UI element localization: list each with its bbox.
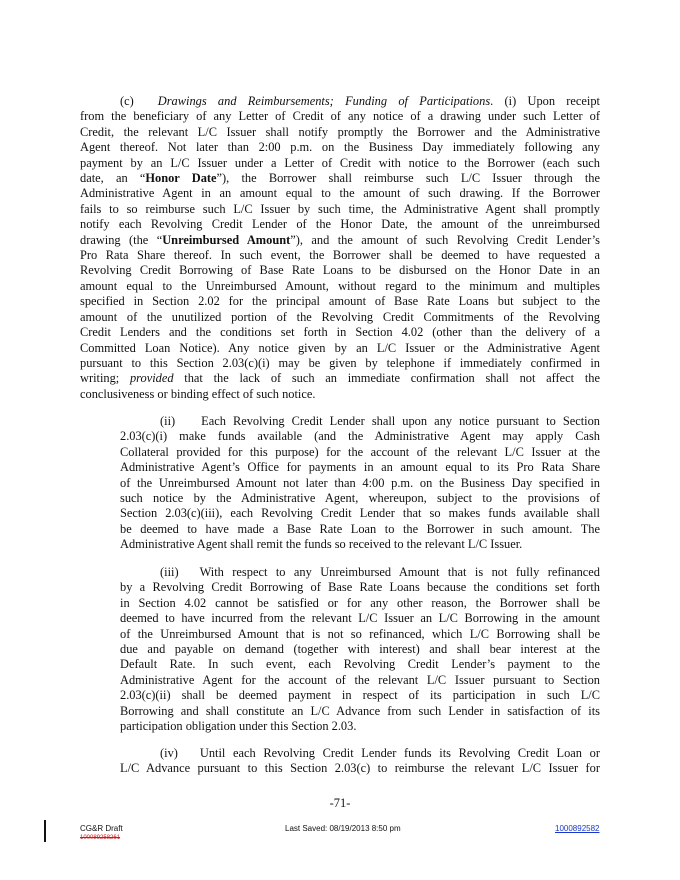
text-line: Credit Lenders and the conditions set forth in Section 4.02 (other than the delivery of a [80, 325, 600, 340]
text-line: Pro Rata Share thereof. In such event, the Borrower shall be deemed to have requested a [80, 248, 600, 263]
text-line: writing; provided that the lack of such an immediate confirmation shall not affect the [80, 371, 600, 386]
footer-deleted-doc-number: 100089258261 [80, 835, 121, 841]
revision-change-bar [44, 820, 46, 842]
text-line: (ii) Each Revolving Credit Lender shall upon any notice pursuant to Section [160, 414, 600, 428]
text-line: fails to so reimburse such L/C Issuer by such time, the Administrative Agent shall promptly [80, 201, 600, 216]
text-line: notify each Revolving Credit Lender of the Honor Date, the amount of the unreimbursed [80, 217, 600, 232]
text-line: Default Rate. In such event, each Revolving Credit Lender’s payment to the [120, 657, 600, 672]
text-line: Credit, the relevant L/C Issuer shall notify promptly the Borrower and the Administrative [80, 124, 600, 139]
footer-draft-label: CG&R Draft [80, 824, 123, 833]
text-line: (iii) With respect to any Unreimbursed Amount that is not fully refinanced [160, 565, 600, 579]
text-line: Borrowing and shall constitute an L/C Advance from such Lender in satisfaction of its [120, 703, 600, 718]
paragraph-iii [120, 565, 600, 734]
text-line: payment by an L/C Issuer under a Letter of Credit with notice to the Borrower (each such [80, 155, 600, 170]
paragraph-iv [120, 746, 600, 777]
text-line: pursuant to this Section 2.03(c)(i) may be given by telephone if immediately confirmed in [80, 355, 600, 370]
page-number: -71- [329, 796, 351, 810]
text-line: 2.03(c)(ii) shall be deemed payment in respect of its participation in such L/C [120, 688, 600, 703]
text-line: Administrative Agent shall remit the funds so received to the relevant L/C Issuer. [120, 537, 523, 552]
text-line: of the Unreimbursed Amount not later than 4:00 p.m. on the Business Day specified in [120, 475, 600, 490]
defined-term-unreimbursed-amount: Unreimbursed Amount [162, 232, 291, 247]
text-line: Section 2.03(c)(iii), each Revolving Credit Lender that so makes funds available shall [120, 506, 600, 521]
text-line: specified in Section 2.02 for the principal amount of Base Rate Loans but subject to the [80, 294, 600, 309]
text-line: Collateral provided for this purpose) for the account of the relevant L/C Issuer at the [120, 444, 600, 459]
defined-term-honor-date: Honor Date [145, 171, 217, 186]
footer-doc-number: 1000892582 [555, 824, 600, 833]
text-line: Agent thereof. Not later than 2:00 p.m. on the Business Day immediately following any [80, 140, 600, 155]
text-line: amount equal to the Unreimbursed Amount, without regard to the minimum and multiples [80, 278, 600, 293]
text-line: participation obligation under this Section 2.03. [120, 719, 357, 734]
section-title: Drawings and Reimbursements; Funding of Participations [157, 94, 491, 108]
text-line: Committed Loan Notice). Any notice given by an L/C Issuer or the Administrative Agent [80, 340, 600, 355]
emphasis-provided: provided [129, 371, 174, 386]
text-line: Administrative Agent in an amount equal to the amount of such drawing. If the Borrower [80, 186, 600, 201]
text-line: date, an “Honor Date”), the Borrower shall reimburse such L/C Issuer through the [80, 171, 601, 186]
text-line: drawing (the “Unreimbursed Amount”), and the amount of such Revolving Credit Lender’s [80, 232, 601, 247]
text-line: deemed to have incurred from the relevant L/C Issuer an L/C Borrowing in the amount [120, 611, 600, 626]
text-line: by a Revolving Credit Borrowing of Base Rate Loans because the conditions set forth [120, 580, 600, 595]
text-line: from the beneficiary of any Letter of Credit of any notice of a drawing under such Letter of [80, 109, 600, 124]
text-line: (iv) Until each Revolving Credit Lender funds its Revolving Credit Loan or [160, 746, 600, 760]
text-line: be deemed to have made a Base Rate Loan to the Borrower in such amount. The [120, 521, 600, 536]
text-line: 2.03(c)(i) make funds available (and the Administrative Agent may apply Cash [120, 429, 600, 444]
text-line: Revolving Credit Borrowing of Base Rate Loans to be disbursed on the Honor Date in an [80, 263, 600, 278]
paragraph-label: (ii) [160, 414, 176, 428]
footer-last-saved: Last Saved: 08/19/2013 8:50 pm [285, 824, 401, 833]
paragraph-c-i [80, 94, 600, 402]
text-line: such notice by the Administrative Agent, whereupon, subject to the provisions of [120, 491, 600, 506]
paragraph-ii [120, 414, 600, 553]
text-line: Administrative Agent for the account of the relevant L/C Issuer pursuant to Section [120, 672, 600, 687]
text-line: in Section 4.02 cannot be satisfied or for any other reason, the Borrower shall be [120, 595, 600, 610]
text-line: of the Unreimbursed Amount that is not so refinanced, which L/C Borrowing shall be [120, 626, 600, 641]
paragraph-label: (iii) [160, 565, 179, 579]
paragraph-label: (iv) [160, 746, 178, 760]
text-line: amount of the unutilized portion of the Revolving Credit Commitments of the Revolving [80, 309, 600, 324]
text-line: due and payable on demand (together with interest) and shall bear interest at the [120, 642, 600, 657]
text-line: (c) Drawings and Reimbursements; Funding of Participations. (i) Upon receipt [120, 94, 601, 108]
text-line: L/C Advance pursuant to this Section 2.03(c) to reimburse the relevant L/C Issuer for [120, 761, 600, 776]
text-line: Administrative Agent’s Office for payments in an amount equal to its Pro Rata Share [120, 460, 600, 475]
text-line: conclusiveness or binding effect of such notice. [80, 386, 316, 401]
paragraph-label: (c) [120, 94, 134, 108]
